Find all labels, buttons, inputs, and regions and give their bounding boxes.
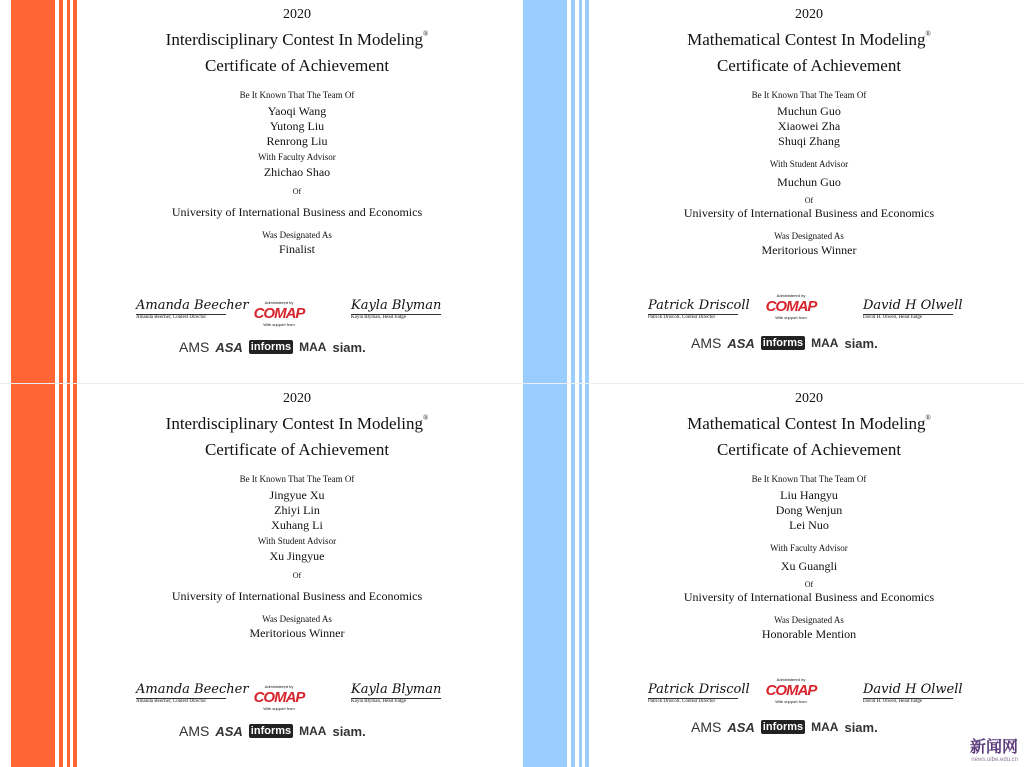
ams-logo: AMS	[179, 723, 210, 739]
contest-name-text: Interdisciplinary Contest In Modeling	[165, 414, 423, 433]
team-member: Renrong Liu	[266, 134, 328, 148]
left-signature-script: Patrick Driscoll	[648, 298, 750, 313]
designated-label: Was Designated As	[262, 614, 332, 624]
certificate-year: 2020	[283, 391, 311, 406]
contest-name	[583, 414, 1024, 434]
right-signature-label: David H. Olwell, Head Judge	[863, 699, 923, 704]
siam-logo: siam.	[332, 723, 366, 739]
of-label: Of	[292, 571, 302, 580]
team-member: Xiaowei Zha	[777, 119, 841, 133]
left-signature-label: Patrick Driscoll, Contest Director	[648, 315, 716, 320]
administered-label: Administered by	[776, 677, 806, 682]
advisor-name: Zhichao Shao	[263, 165, 331, 179]
siam-logo: siam.	[332, 339, 366, 355]
certificate-title: Certificate of Achievement	[716, 56, 902, 75]
left-signature	[136, 298, 249, 320]
university-name: University of International Business and Economics	[171, 589, 423, 603]
registered-mark: ®	[925, 414, 931, 422]
of-label: Of	[804, 196, 814, 205]
team-member: Jingyue Xu	[269, 488, 325, 502]
asa-logo: ASA	[215, 723, 243, 739]
asa-logo: ASA	[215, 339, 243, 355]
maa-logo: MAA	[811, 720, 839, 734]
informs-logo: informs	[762, 337, 804, 349]
contest-name	[71, 30, 523, 50]
contest-name-text: Mathematical Contest In Modeling	[687, 30, 926, 49]
team-member: Shuqi Zhang	[778, 134, 840, 148]
comap-wordmark: COMAP	[765, 298, 817, 315]
designated-label: Was Designated As	[774, 231, 844, 241]
support-label: With support from	[263, 322, 295, 327]
contest-name-text: Mathematical Contest In Modeling	[687, 414, 926, 433]
of-label: Of	[292, 187, 302, 196]
team-member: Dong Wenjun	[775, 503, 843, 517]
left-signature	[136, 682, 249, 704]
comap-wordmark: COMAP	[253, 305, 305, 322]
registered-mark: ®	[423, 414, 429, 422]
left-signature-label: Amanda Beecher, Contest Director	[136, 699, 207, 704]
university-name: University of International Business and Economics	[171, 205, 423, 219]
right-signature-label: David H. Olwell, Head Judge	[863, 315, 923, 320]
left-signature-script: Patrick Driscoll	[648, 682, 750, 697]
team-member: Lei Nuo	[789, 518, 829, 532]
maa-logo: MAA	[299, 340, 327, 354]
certificate	[11, 384, 523, 767]
support-label: With support from	[263, 706, 295, 711]
contest-name	[583, 30, 1024, 50]
left-signature	[648, 298, 750, 320]
maa-logo: MAA	[811, 336, 839, 350]
award-title: Honorable Mention	[761, 627, 857, 641]
team-members	[71, 104, 523, 149]
right-signature-label: Kayla Blyman, Head Judge	[351, 315, 406, 320]
registered-mark: ®	[925, 30, 931, 38]
ams-logo: AMS	[691, 335, 722, 351]
certificate	[523, 384, 1024, 767]
advisor-label: With Faculty Advisor	[770, 543, 848, 553]
certificate-title: Certificate of Achievement	[716, 440, 902, 459]
right-signature	[863, 298, 963, 320]
comap-logo	[761, 293, 821, 320]
informs-logo: informs	[762, 721, 804, 733]
team-member: Yaoqi Wang	[267, 104, 327, 118]
left-signature-label: Patrick Driscoll, Contest Director	[648, 699, 716, 704]
left-signature-label: Amanda Beecher, Contest Director	[136, 315, 207, 320]
administered-label: Administered by	[264, 684, 294, 689]
administered-label: Administered by	[776, 293, 806, 298]
sponsor-logos	[179, 721, 366, 741]
award-title: Meritorious Winner	[761, 243, 857, 257]
asa-logo: ASA	[727, 719, 755, 735]
maa-logo: MAA	[299, 724, 327, 738]
asa-logo: ASA	[727, 335, 755, 351]
certificate-year: 2020	[795, 391, 823, 406]
advisor-label: With Student Advisor	[257, 536, 337, 546]
right-signature-script: Kayla Blyman	[351, 682, 442, 697]
left-signature	[648, 682, 750, 704]
advisor-label: With Student Advisor	[769, 159, 849, 169]
known-label: Be It Known That The Team Of	[751, 474, 867, 484]
watermark-title: 新闻网	[969, 737, 1018, 756]
sponsor-logos	[691, 333, 878, 353]
known-label: Be It Known That The Team Of	[239, 90, 355, 100]
university-name: University of International Business and Economics	[683, 590, 935, 604]
registered-mark: ®	[423, 30, 429, 38]
siam-logo: siam.	[844, 719, 878, 735]
university-name: University of International Business and Economics	[683, 206, 935, 220]
ams-logo: AMS	[691, 719, 722, 735]
support-label: With support from	[775, 315, 807, 320]
known-label: Be It Known That The Team Of	[239, 474, 355, 484]
award-title: Finalist	[278, 242, 315, 256]
comap-logo	[249, 684, 309, 711]
right-signature-script: Kayla Blyman	[351, 298, 442, 313]
informs-logo: informs	[250, 725, 292, 737]
support-label: With support from	[775, 699, 807, 704]
advisor-label: With Faculty Advisor	[258, 152, 336, 162]
designated-label: Was Designated As	[774, 615, 844, 625]
right-signature-script: David H Olwell	[863, 682, 963, 697]
comap-logo	[761, 677, 821, 704]
contest-name-text: Interdisciplinary Contest In Modeling	[165, 30, 423, 49]
watermark-url: news.uibe.edu.cn	[971, 757, 1018, 763]
comap-wordmark: COMAP	[765, 682, 817, 699]
right-signature-label: Kayla Blyman, Head Judge	[351, 699, 406, 704]
informs-logo: informs	[250, 341, 292, 353]
of-label: Of	[804, 580, 814, 589]
watermark	[970, 734, 1018, 763]
team-members	[71, 488, 523, 533]
sponsor-logos	[179, 337, 366, 357]
certificate-title: Certificate of Achievement	[204, 56, 390, 75]
award-title: Meritorious Winner	[249, 626, 345, 640]
certificate	[523, 0, 1024, 383]
team-member: Yutong Liu	[269, 119, 325, 133]
left-signature-script: Amanda Beecher	[136, 682, 249, 697]
team-members	[583, 104, 1024, 149]
ams-logo: AMS	[179, 339, 210, 355]
team-member: Liu Hangyu	[780, 488, 838, 502]
right-signature	[863, 682, 963, 704]
team-member: Muchun Guo	[777, 104, 841, 118]
certificate-year: 2020	[795, 7, 823, 22]
known-label: Be It Known That The Team Of	[751, 90, 867, 100]
certificate-title: Certificate of Achievement	[204, 440, 390, 459]
right-signature	[351, 682, 441, 704]
comap-wordmark: COMAP	[253, 689, 305, 706]
advisor-name: Xu Jingyue	[269, 549, 325, 563]
team-member: Zhiyi Lin	[274, 503, 320, 517]
contest-name	[71, 414, 523, 434]
certificate-year: 2020	[283, 7, 311, 22]
team-members	[583, 488, 1024, 533]
sponsor-logos	[691, 717, 878, 737]
administered-label: Administered by	[264, 300, 294, 305]
advisor-name: Muchun Guo	[777, 175, 841, 189]
designated-label: Was Designated As	[262, 230, 332, 240]
right-signature-script: David H Olwell	[863, 298, 963, 313]
comap-logo	[249, 300, 309, 327]
advisor-name: Xu Guangli	[780, 559, 838, 573]
certificate	[11, 0, 523, 383]
siam-logo: siam.	[844, 335, 878, 351]
right-signature	[351, 298, 441, 320]
left-signature-script: Amanda Beecher	[136, 298, 249, 313]
team-member: Xuhang Li	[271, 518, 323, 532]
